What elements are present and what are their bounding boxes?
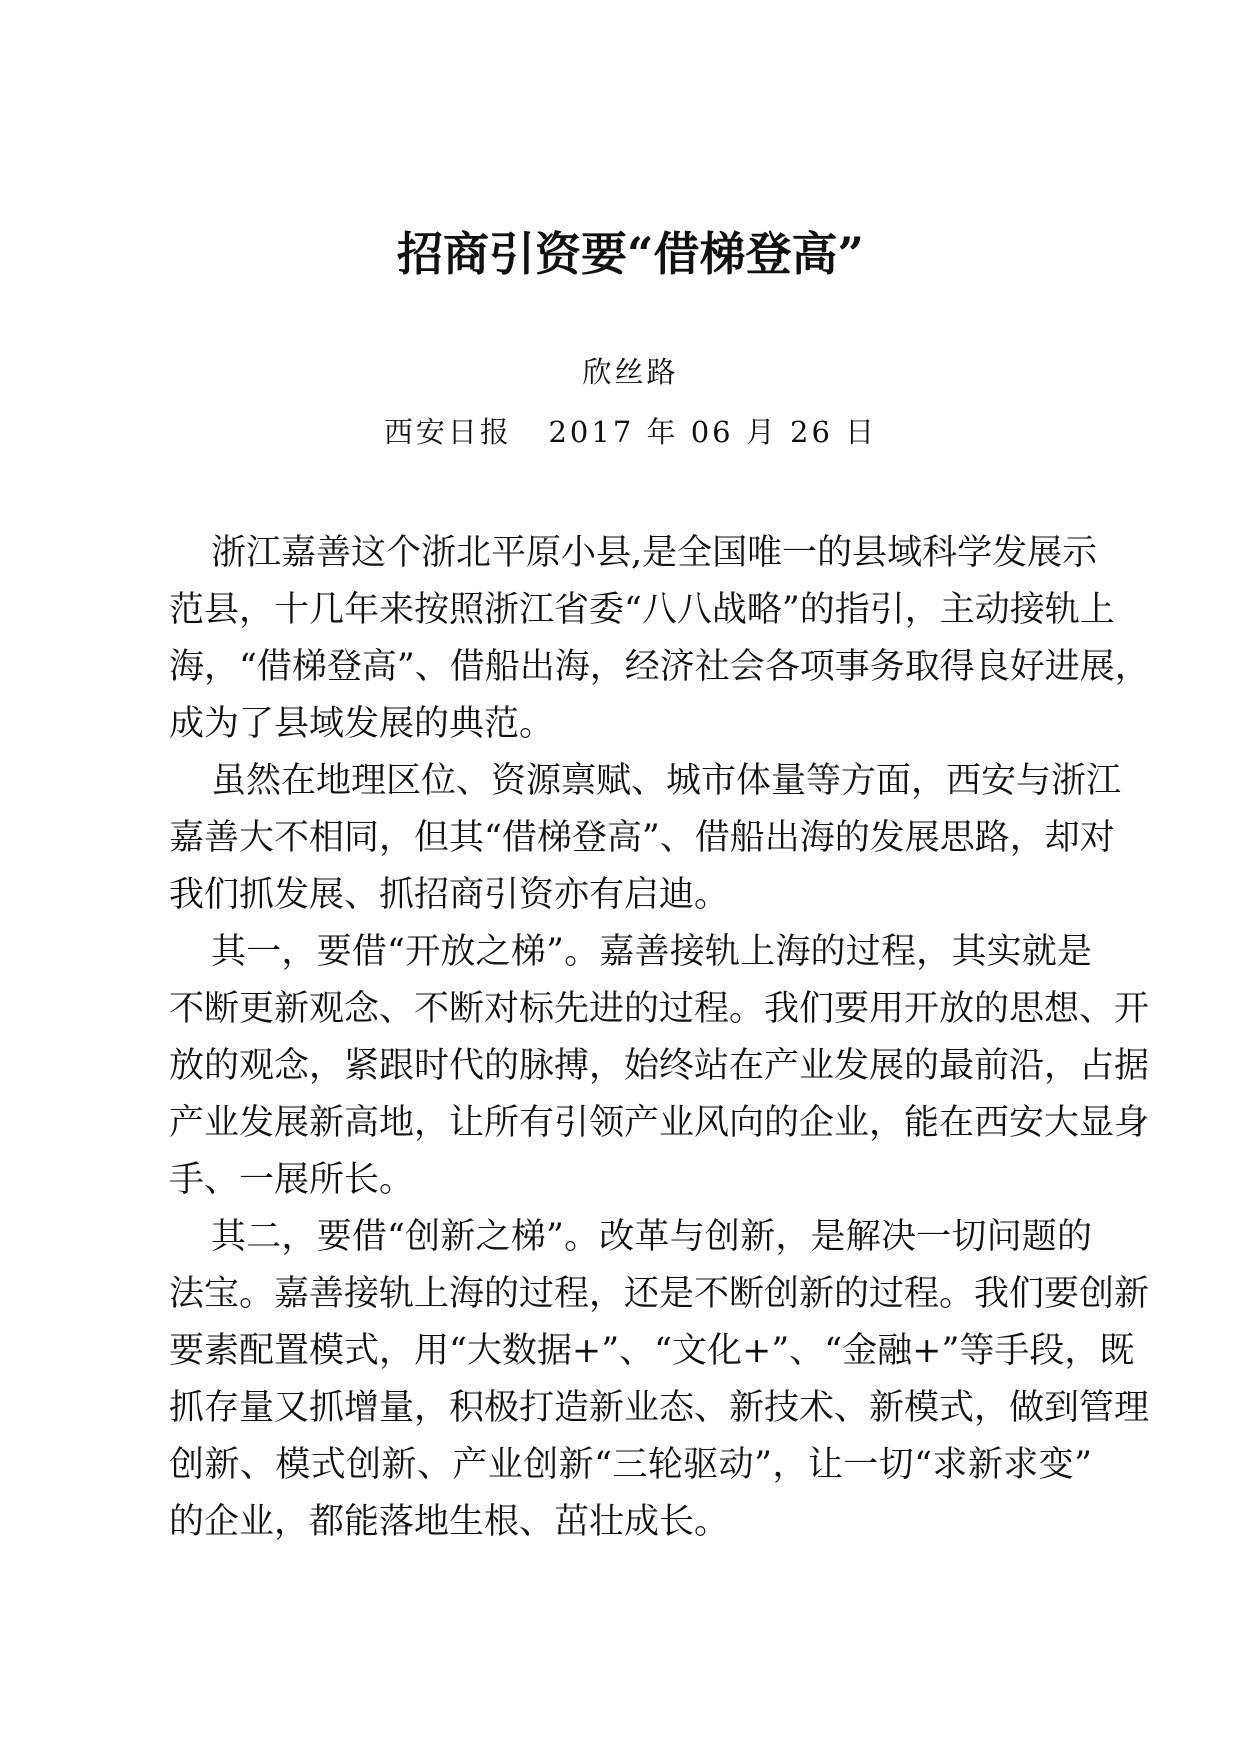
- paragraph-line: 不断更新观念、不断对标先进的过程。我们要用开放的思想、开: [169, 989, 1150, 1029]
- paragraph-line: 法宝。嘉善接轨上海的过程，还是不断创新的过程。我们要创新: [169, 1274, 1150, 1314]
- paragraph: [169, 525, 1150, 753]
- paragraph-line: 海，“借梯登高”、借船出海，经济社会各项事务取得良好进展，: [169, 647, 1150, 687]
- article-title: 招商引资要“借梯登高”: [397, 227, 864, 281]
- paragraph-line: 其一，要借“开放之梯”。嘉善接轨上海的过程，其实就是: [211, 932, 1092, 972]
- paragraph-line: 浙江嘉善这个浙北平原小县,是全国唯一的县域科学发展示: [211, 533, 1098, 573]
- paragraph-line: 成为了县域发展的典范。: [169, 704, 555, 744]
- paragraph: [169, 753, 1122, 924]
- paragraph-line: 产业发展新高地，让所有引领产业风向的企业，能在西安大显身: [169, 1103, 1150, 1143]
- article-author: 欣丝路: [582, 355, 679, 389]
- paragraph: [169, 924, 1150, 1209]
- paragraph-line: 抓存量又抓增量，积极打造新业态、新技术、新模式，做到管理: [169, 1388, 1150, 1428]
- article-source-date: 西安日报 2017 年 06 月 26 日: [383, 415, 878, 449]
- paragraph-line: 范县，十几年来按照浙江省委“八八战略”的指引，主动接轨上: [169, 590, 1115, 630]
- paragraph-line: 其二，要借“创新之梯”。改革与创新，是解决一切问题的: [211, 1217, 1092, 1257]
- article-body: [169, 525, 1150, 1551]
- paragraph-line: 要素配置模式，用“大数据+”、“文化+”、“金融+”等手段，既: [169, 1331, 1135, 1371]
- paragraph-line: 虽然在地理区位、资源禀赋、城市体量等方面，西安与浙江: [211, 761, 1122, 801]
- paragraph-line: 的企业，都能落地生根、茁壮成长。: [169, 1502, 730, 1542]
- paragraph-line: 嘉善大不相同，但其“借梯登高”、借船出海的发展思路，却对: [169, 818, 1115, 858]
- paragraph-line: 手、一展所长。: [169, 1160, 415, 1200]
- paragraph-line: 放的观念，紧跟时代的脉搏，始终站在产业发展的最前沿，占据: [169, 1046, 1150, 1086]
- paragraph-line: 我们抓发展、抓招商引资亦有启迪。: [169, 875, 730, 915]
- paragraph-line: 创新、模式创新、产业创新“三轮驱动”，让一切“求新求变”: [169, 1445, 1092, 1485]
- paragraph: [169, 1209, 1150, 1551]
